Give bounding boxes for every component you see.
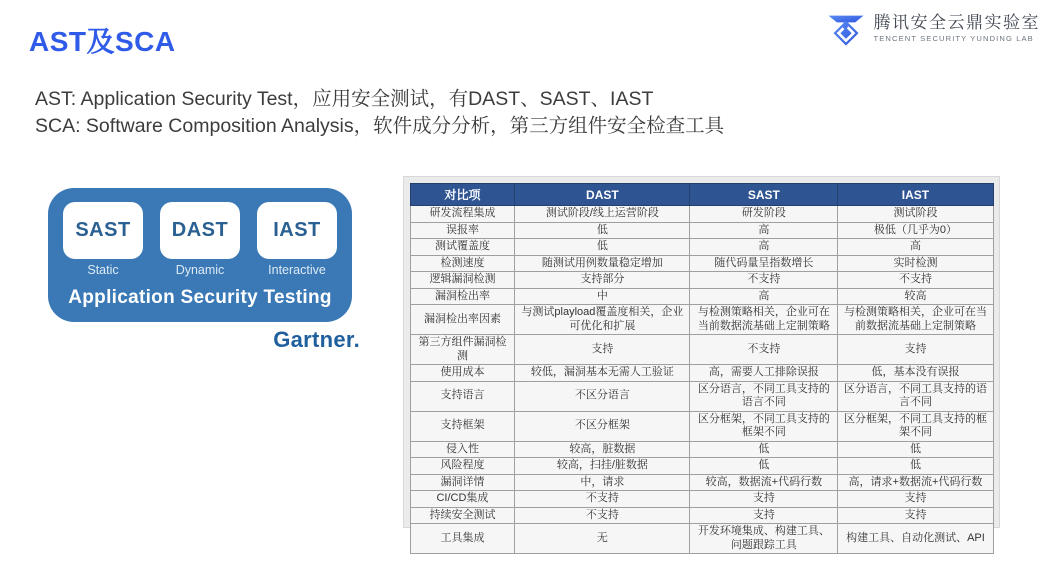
row-label-cell: 误报率 (410, 222, 515, 239)
table-cell: 随测试用例数量稳定增加 (515, 255, 690, 272)
row-label-cell: 支持语言 (410, 381, 515, 411)
table-cell: 研发阶段 (690, 206, 838, 223)
table-cell: 不区分语言 (515, 381, 690, 411)
table-cell: 不支持 (690, 335, 838, 365)
table-cell: 区分语言，不同工具支持的语言不同 (838, 381, 993, 411)
table-cell: 不支持 (515, 507, 690, 524)
table-cell: 支持部分 (515, 272, 690, 289)
table-row (410, 507, 993, 524)
table-cell: 实时检测 (838, 255, 993, 272)
dast-sublabel: Dynamic (175, 263, 225, 277)
row-label-cell: 支持框架 (410, 411, 515, 441)
table-cell: 区分框架，不同工具支持的框架不同 (690, 411, 838, 441)
table-cell: 高，请求+数据流+代码行数 (838, 474, 993, 491)
row-label-cell: 侵入性 (410, 441, 515, 458)
comparison-table (410, 183, 994, 554)
row-label-cell: CI/CD集成 (410, 491, 515, 508)
table-row (410, 491, 993, 508)
diagram-caption: Application Security Testing (68, 287, 332, 308)
table-cell: 较高，脏数据 (515, 441, 690, 458)
table-cell: 无 (515, 524, 690, 554)
table-cell: 低 (690, 458, 838, 475)
row-label-cell: 漏洞详情 (410, 474, 515, 491)
row-label-cell: 使用成本 (410, 365, 515, 382)
table-row (410, 524, 993, 554)
table-row (410, 305, 993, 335)
row-label-cell: 第三方组件漏洞检测 (410, 335, 515, 365)
table-cell: 高 (690, 239, 838, 256)
table-cell: 不区分框架 (515, 411, 690, 441)
table-cell: 与检测策略相关，企业可在当前数据流基础上定制策略 (838, 305, 993, 335)
table-row (410, 381, 993, 411)
lab-name-cn: 腾讯安全云鼎实验室 (873, 13, 1040, 33)
lab-logo (826, 9, 1041, 49)
yunding-cloud-diamond-icon (826, 9, 866, 49)
sast-sublabel: Static (87, 263, 119, 277)
table-cell: 低 (690, 441, 838, 458)
table-header (410, 184, 993, 206)
table-row (410, 441, 993, 458)
row-label-cell: 检测速度 (410, 255, 515, 272)
table-cell: 中，请求 (515, 474, 690, 491)
table-cell: 高，需要人工排除误报 (690, 365, 838, 382)
header-cell: IAST (838, 184, 993, 206)
table-cell: 较低，漏洞基本无需人工验证 (515, 365, 690, 382)
table-cell: 支持 (838, 507, 993, 524)
lab-name-en: TENCENT SECURITY YUNDING LAB (873, 34, 1034, 44)
table-row (410, 474, 993, 491)
table-row (410, 239, 993, 256)
table-row (410, 411, 993, 441)
iast-sublabel: Interactive (268, 263, 326, 277)
table-cell: 低 (838, 458, 993, 475)
iast-box: IAST (257, 202, 337, 259)
table-cell: 支持 (838, 335, 993, 365)
table-cell: 不支持 (515, 491, 690, 508)
table-row (410, 255, 993, 272)
table-cell: 与测试playload覆盖度相关，企业可优化和扩展 (515, 305, 690, 335)
table-cell: 区分框架，不同工具支持的框架不同 (838, 411, 993, 441)
table-cell: 中 (515, 288, 690, 305)
table-row (410, 222, 993, 239)
table-cell: 高 (838, 239, 993, 256)
table-row (410, 335, 993, 365)
table-cell: 支持 (690, 491, 838, 508)
gartner-logo: Gartner. (273, 327, 360, 352)
table-cell: 低 (515, 222, 690, 239)
intro-line-ast: AST: Application Security Test，应用安全测试，有DAST、SAST、IAST (35, 88, 654, 110)
table-cell: 测试阶段/线上运营阶段 (515, 206, 690, 223)
row-label-cell: 漏洞检出率 (410, 288, 515, 305)
table-cell: 高 (690, 222, 838, 239)
table-cell: 开发环境集成、构建工具、问题跟踪工具 (690, 524, 838, 554)
sast-box: SAST (63, 202, 143, 259)
header-cell: 对比项 (410, 184, 515, 206)
table-cell: 与检测策略相关，企业可在当前数据流基础上定制策略 (690, 305, 838, 335)
header-cell: SAST (690, 184, 838, 206)
table-cell: 较高，扫挂/脏数据 (515, 458, 690, 475)
header-cell: DAST (515, 184, 690, 206)
table-cell: 支持 (690, 507, 838, 524)
table-row (410, 272, 993, 289)
table-cell: 区分语言，不同工具支持的语言不同 (690, 381, 838, 411)
table-cell: 低 (838, 441, 993, 458)
row-label-cell: 漏洞检出率因素 (410, 305, 515, 335)
row-label-cell: 持续安全测试 (410, 507, 515, 524)
table-cell: 构建工具、自动化测试、API (838, 524, 993, 554)
row-label-cell: 风险程度 (410, 458, 515, 475)
dast-box: DAST (160, 202, 240, 259)
table-cell: 极低（几乎为0） (838, 222, 993, 239)
table-row (410, 288, 993, 305)
row-label-cell: 工具集成 (410, 524, 515, 554)
table-cell: 较高 (838, 288, 993, 305)
intro-line-sca: SCA: Software Composition Analysis，软件成分分析，第三方组件安全检查工具 (35, 115, 725, 137)
page-title: AST及SCA (29, 26, 176, 57)
table-cell: 支持 (838, 491, 993, 508)
table-cell: 高 (690, 288, 838, 305)
table-cell: 低，基本没有误报 (838, 365, 993, 382)
table-cell: 不支持 (690, 272, 838, 289)
table-cell: 随代码量呈指数增长 (690, 255, 838, 272)
table-row (410, 365, 993, 382)
row-label-cell: 研发流程集成 (410, 206, 515, 223)
comparison-table-panel (403, 176, 1000, 551)
table-cell: 较高，数据流+代码行数 (690, 474, 838, 491)
table-cell: 低 (515, 239, 690, 256)
table-row (410, 458, 993, 475)
row-label-cell: 逻辑漏洞检测 (410, 272, 515, 289)
row-label-cell: 测试覆盖度 (410, 239, 515, 256)
table-row (410, 206, 993, 223)
table-cell: 测试阶段 (838, 206, 993, 223)
intro-text (35, 86, 724, 140)
table-cell: 不支持 (838, 272, 993, 289)
ast-gartner-diagram (48, 188, 352, 322)
table-cell: 支持 (515, 335, 690, 365)
